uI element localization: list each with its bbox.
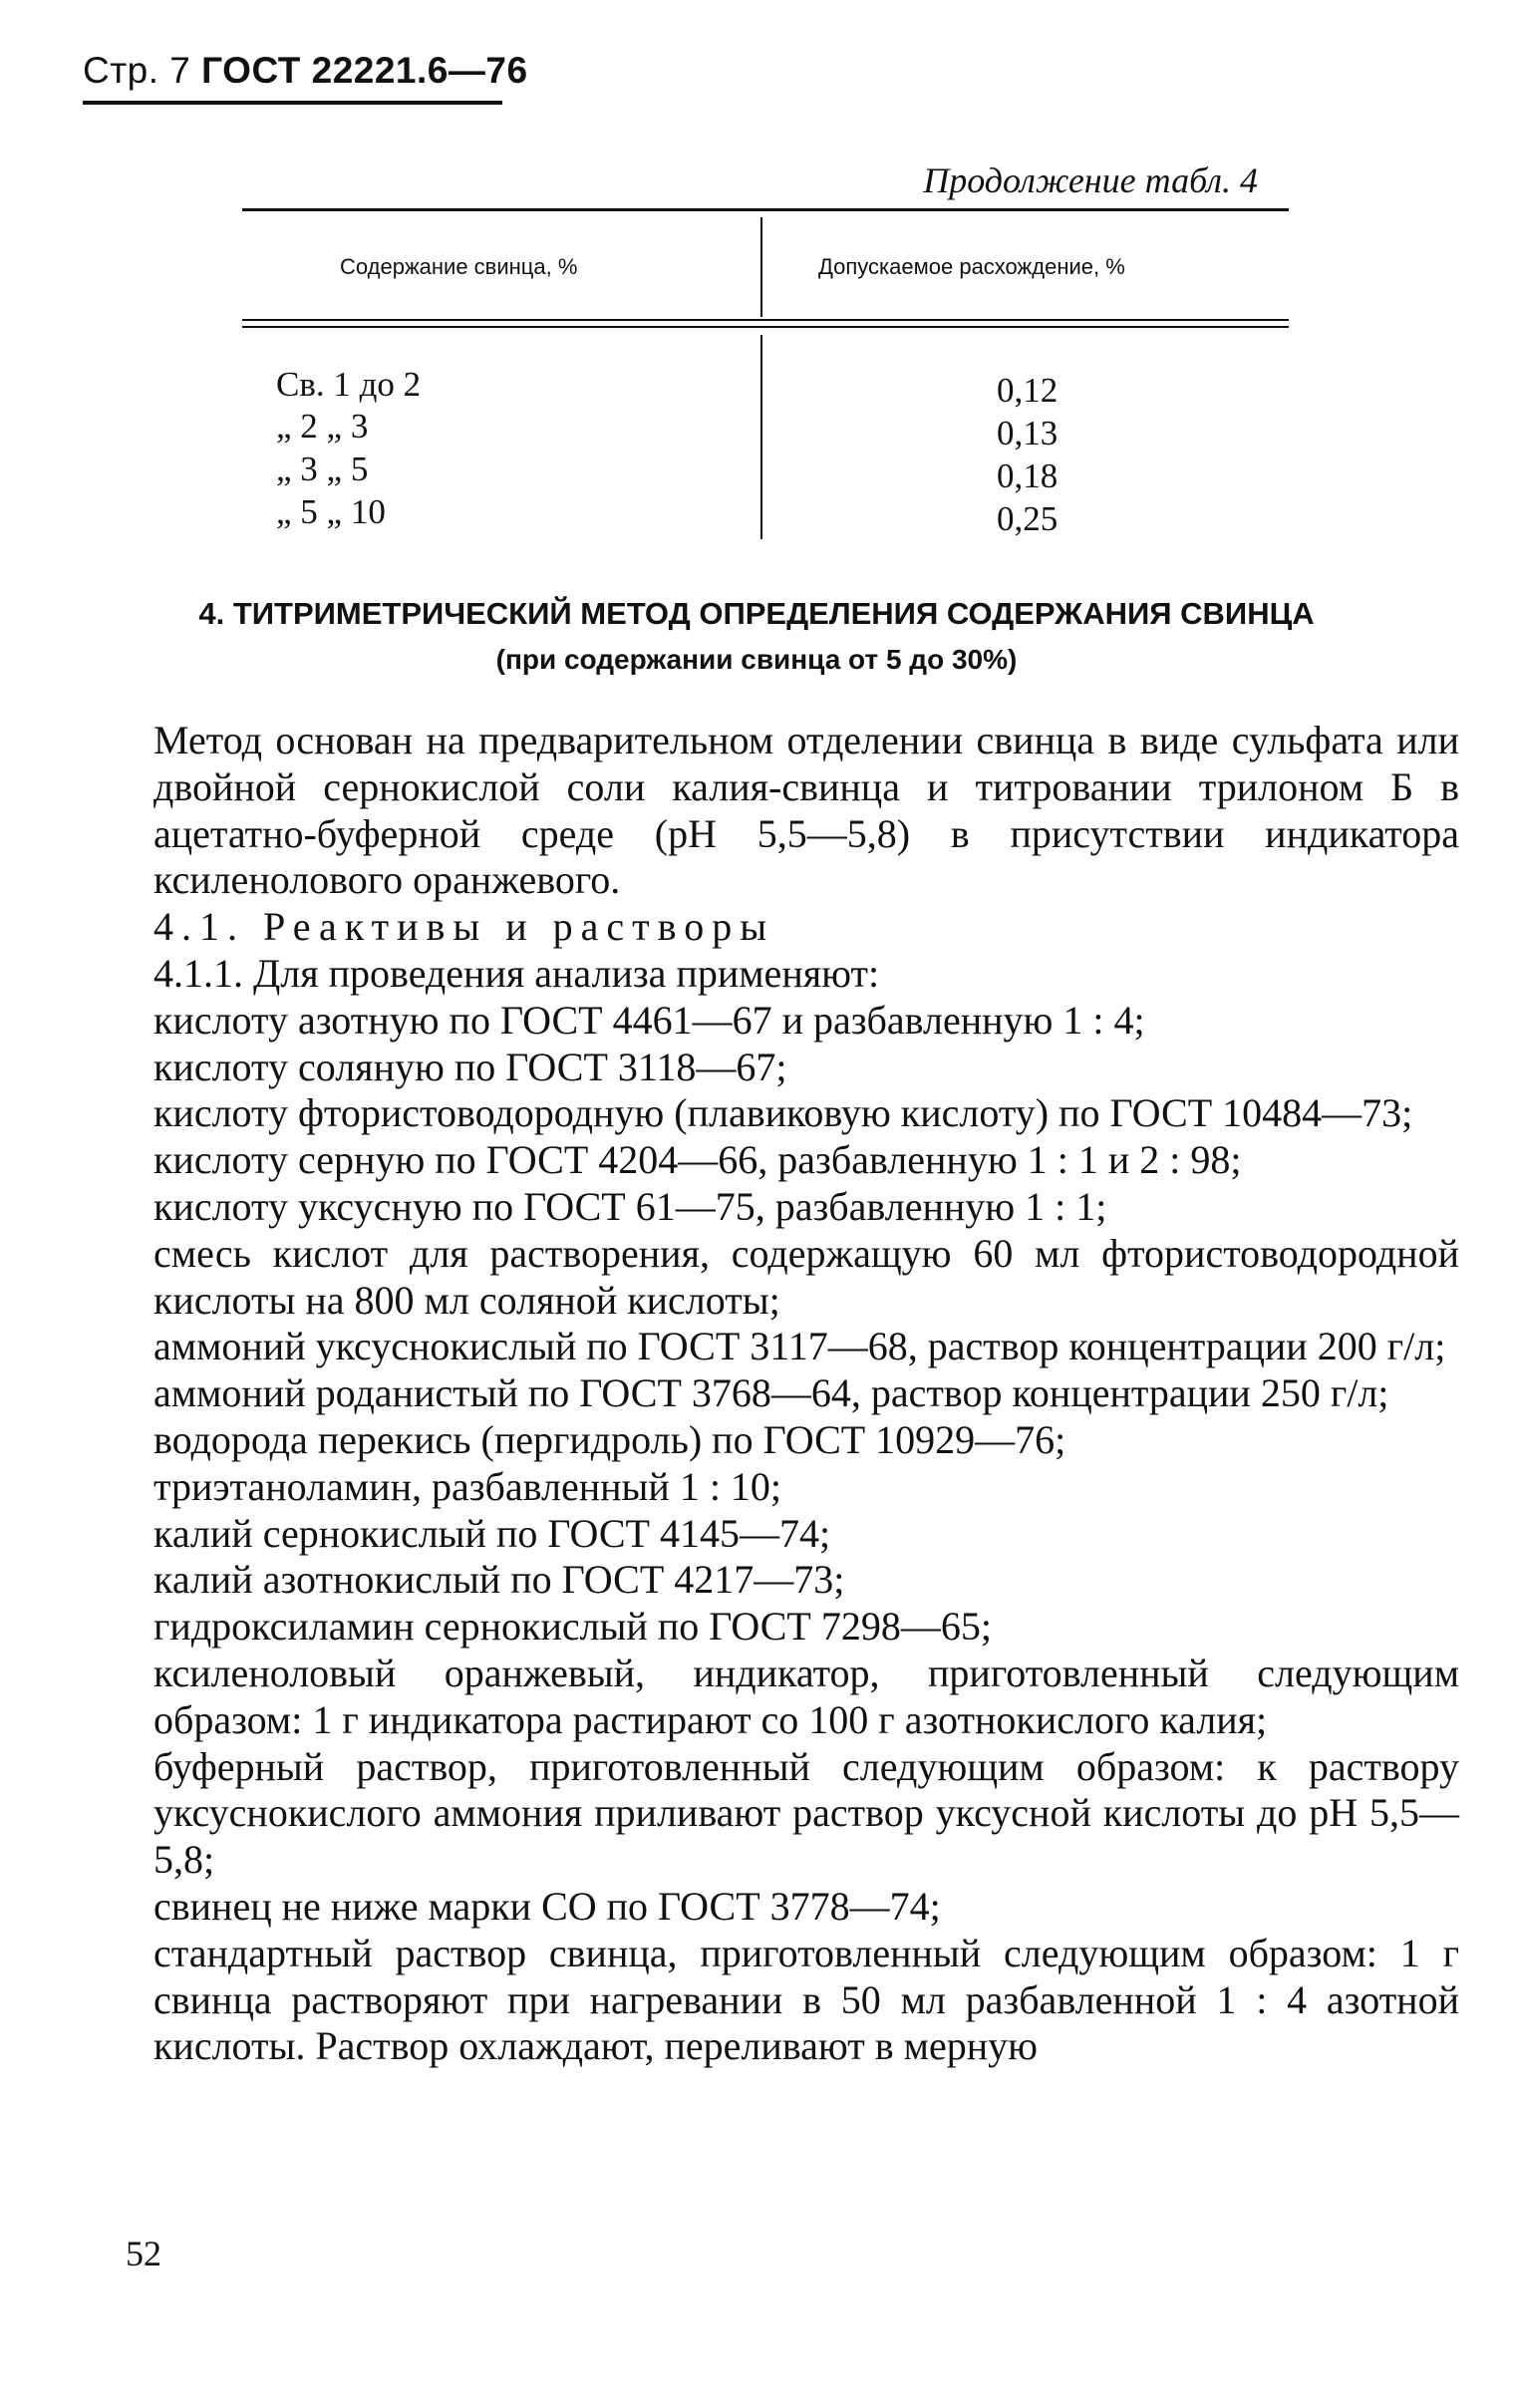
table-row-value: 0,12	[997, 371, 1059, 410]
subsection-heading: 4.1. Реактивы и растворы	[153, 904, 775, 950]
section-subtitle: (при содержании свинца от 5 до 30%)	[495, 644, 1018, 675]
table-header-rule-1	[242, 319, 1289, 321]
list-item: кислоту соляную по ГОСТ 3118—67;	[153, 1044, 787, 1089]
table-header-divider	[760, 217, 762, 317]
table-top-rule	[242, 208, 1289, 211]
page-number: 52	[126, 2234, 161, 2273]
list-item: кислоту серную по ГОСТ 4204—66, разбавленную 1 : 1 и 2 : 98;	[153, 1137, 1242, 1183]
header-rule	[83, 101, 502, 105]
table-row-value: 0,18	[997, 456, 1059, 495]
section-title: 4. ТИТРИМЕТРИЧЕСКИЙ МЕТОД ОПРЕДЕЛЕНИЯ СОДЕРЖАНИЯ СВИНЦА	[198, 596, 1315, 631]
list-item: триэтаноламин, разбавленный 1 : 10;	[153, 1463, 782, 1509]
page-label: Стр. 7	[83, 50, 191, 91]
list-item: аммоний уксуснокислый по ГОСТ 3117—68, раствор концентрации 200 г/л;	[153, 1324, 1446, 1369]
table-row-value: 0,13	[997, 414, 1059, 452]
list-item: аммоний роданистый по ГОСТ 3768—64, раствор концентрации 250 г/л;	[153, 1370, 1389, 1416]
list-item: кислоту фтористоводородную (плавиковую кислоту) по ГОСТ 10484—73;	[153, 1090, 1413, 1136]
list-item: водорода перекись (пергидроль) по ГОСТ 10929—76;	[153, 1416, 1066, 1462]
subsubsection-heading: 4.1.1. Для проведения анализа применяют:	[153, 950, 880, 996]
list-item: ксиленоловый оранжевый, индикатор, приготовленный следующим образом: 1 г индикатора растирают со 100 г азотнокислого калия;	[153, 1650, 1459, 1742]
table-row-range: Св. 1 до 2	[276, 365, 422, 404]
table-row-range: „ 5 „ 10	[276, 492, 386, 531]
table-body-divider	[760, 335, 762, 539]
list-item: гидроксиламин сернокислый по ГОСТ 7298—65;	[153, 1604, 992, 1650]
col1-header: Содержание свинца, %	[340, 254, 578, 279]
standard-number: ГОСТ 22221.6—76	[201, 50, 528, 91]
page-header	[83, 50, 528, 92]
table-row-value: 0,25	[997, 499, 1059, 538]
list-item: калий азотнокислый по ГОСТ 4217—73;	[153, 1557, 845, 1603]
list-item: стандартный раствор свинца, приготовленный следующим образом: 1 г свинца растворяют при нагревании в 50 мл разбавленной 1 : 4 азотной кислоты. Раствор охлаждают, переливают в мерную	[153, 1930, 1459, 2069]
table-header-rule-2	[242, 326, 1289, 328]
col2-header: Допускаемое расхождение, %	[818, 254, 1125, 279]
table-caption: Продолжение табл. 4	[923, 160, 1258, 200]
list-item: буферный раствор, приготовленный следующим образом: к раствору уксуснокислого аммония приливают раствор уксусной кислоты до рН 5,5—5,8;	[153, 1743, 1459, 1883]
list-item: кислоту уксусную по ГОСТ 61—75, разбавленную 1 : 1;	[153, 1183, 1107, 1229]
list-item: кислоту азотную по ГОСТ 4461—67 и разбавленную 1 : 4;	[153, 997, 1145, 1043]
intro-paragraph: Метод основан на предварительном отделении свинца в виде сульфата или двойной сернокислой соли калия-свинца и титровании трилоном Б в ацетатно-буферной среде (рН 5,5—5,8) в присутствии индикатора ксиленолового оранжевого.	[153, 718, 1459, 903]
table-row-range: „ 2 „ 3	[276, 407, 369, 446]
table-row-range: „ 3 „ 5	[276, 450, 369, 488]
list-item: смесь кислот для растворения, содержащую 60 мл фтористоводородной кислоты на 800 мл соляной кислоты;	[153, 1230, 1459, 1323]
document-body	[153, 718, 1459, 2070]
list-item: калий сернокислый по ГОСТ 4145—74;	[153, 1510, 831, 1556]
list-item: свинец не ниже марки СО по ГОСТ 3778—74;	[153, 1883, 941, 1929]
